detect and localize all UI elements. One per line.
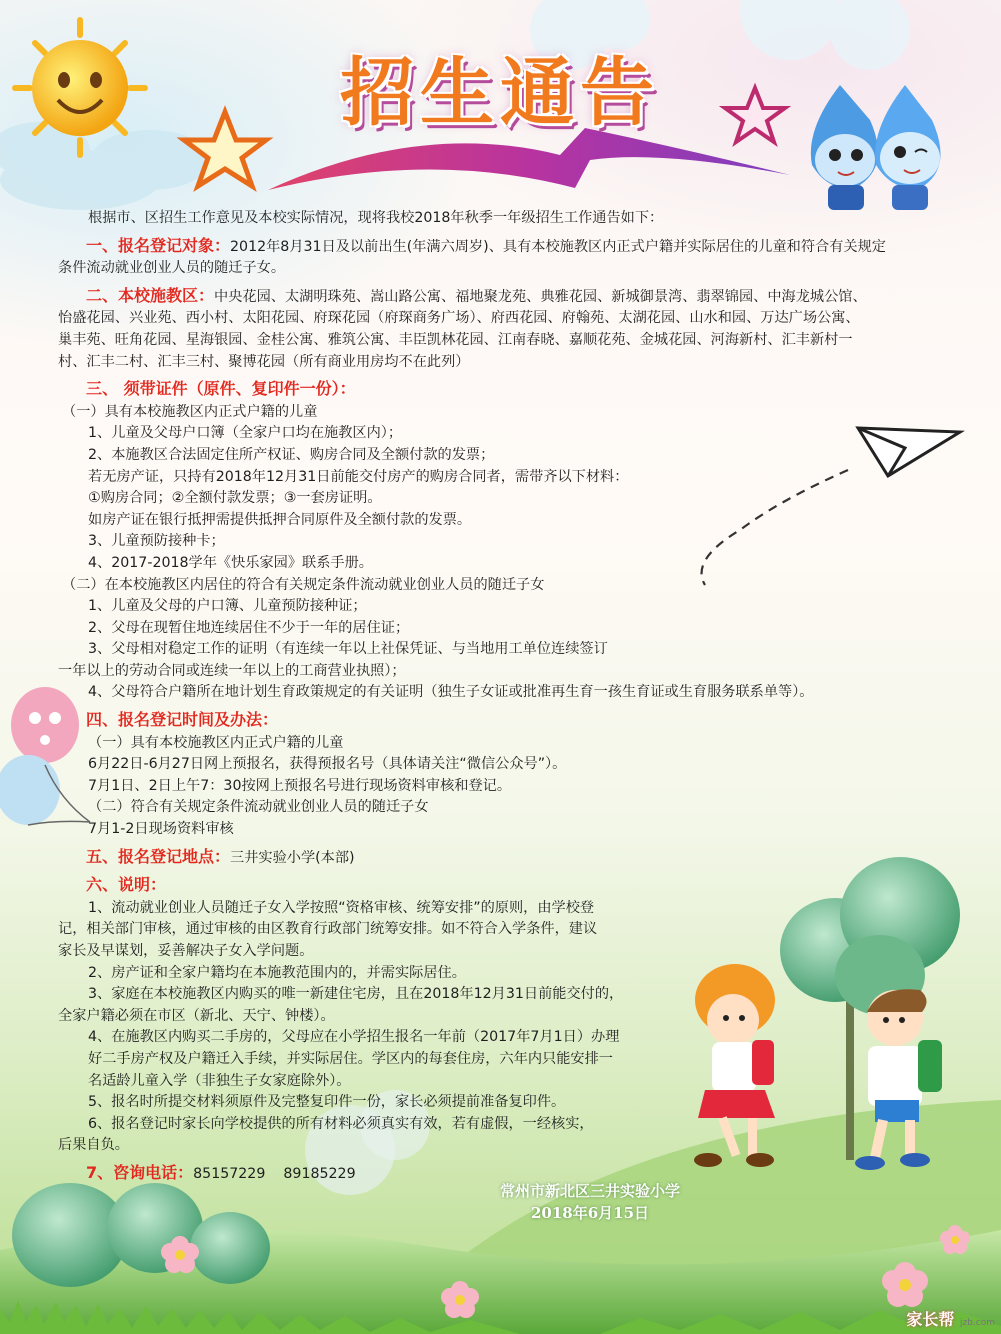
watermark-domain: jzb.com [959,1318,995,1328]
list-item: 2、房产证和全家户籍均在本施教范围内的，并需实际居住。 [88,964,466,981]
school-name: 常州市新北区三井实验小学 [499,1182,680,1200]
section-heading: 二、本校施教区： [86,285,215,305]
mascot-left [811,85,878,210]
list-item: 2、父母在现暂住地连续居住不少于一年的居住证； [88,619,410,636]
list-item: 家长及早谋划，妥善解决子女入学问题。 [58,943,314,959]
list-item: 6月22日-6月27日网上预报名，获得预报名号（具体请关注“微信公众号”）。 [88,756,567,773]
list-item: （二）符合有关规定条件流动就业创业人员的随迁子女 [88,799,429,816]
star-icon [725,88,785,142]
list-item: 7月1-2日现场资料审核 [88,821,234,838]
list-item: ①购房合同；②全额付款发票；③一套房证明。 [88,490,382,507]
section-heading: 五、报名登记地点： [86,846,231,866]
list-item: （一）具有本校施教区内正式户籍的儿童 [88,734,344,751]
list-item: 5、报名时所提交材料须原件及完整复印件一份，家长必须提前准备复印件。 [88,1094,566,1111]
list-item: （二）在本校施教区内居住的符合有关规定条件流动就业创业人员的随迁子女 [62,576,545,593]
page-title: 招生通告 [340,50,660,136]
list-item: 2、本施教区合法固定住所产权证、购房合同及全额付款的发票； [88,446,495,463]
list-item: 1、儿童及父母的户口簿、儿童预防接种证； [88,598,367,615]
list-item: 后果自负。 [58,1137,129,1154]
intro-text: 根据市、区招生工作意见及本校实际情况，现将我校2018年秋季一年级招生工作通告如下： [88,210,664,226]
section-3 [58,378,958,402]
watermark-text: 家长帮 [906,1310,955,1329]
list-item: （一）具有本校施教区内正式户籍的儿童 [62,403,318,420]
list-item: 一年以上的劳动合同或连续一年以上的工商营业执照）； [58,662,406,679]
list-item: 全家户籍必须在市区（新北、天宁、钟楼）。 [58,1007,335,1024]
list-item: 4、2017-2018学年《快乐家园》联系手册。 [88,554,373,571]
section-heading: 三、 须带证件（原件、复印件一份）： [86,379,356,399]
list-item: 4、父母符合户籍所在地计划生育政策规定的有关证明（独生子女证或批准再生育一孩生育证或生育服务联系单等）。 [88,684,814,701]
section-text: 中央花园、太湖明珠苑、嵩山路公寓、福地聚龙苑、典雅花园、新城御景湾、翡翠锦园、中海龙城公馆、 [214,288,867,305]
section-4 [58,709,958,733]
section-heading: 四、报名登记时间及办法： [86,710,279,730]
phone-numbers: 85157229 89185229 [193,1165,356,1182]
sun-icon [15,20,145,155]
list-item: 如房产证在银行抵押需提供抵押合同原件及全额付款的发票。 [88,511,472,528]
list-item: 记，相关部门审核，通过审核的由区教育行政部门统筹安排。如不符合入学条件，建议 [58,921,598,938]
section-1 [58,235,958,259]
section-heading: 7、咨询电话： [86,1162,194,1182]
list-item: 名适龄儿童入学（非独生子女家庭除外）。 [88,1072,351,1089]
section-heading: 六、说明： [86,875,167,895]
section-text: 2012年8月31日及以前出生(年满六周岁)、具有本校施教区内正式户籍并实际居住的儿童和符合有关规定 [230,238,886,255]
cloud-left [0,122,210,210]
list-item: 3、父母相对稳定工作的证明（有连续一年以上社保凭证、与当地用工单位连续签订 [88,641,608,658]
title-swoosh [268,128,790,190]
list-item: 4、在施教区内购买二手房的，父母应在小学招生报名一年前（2017年7月1日）办理 [88,1029,620,1046]
signature-block [470,1180,710,1224]
section-6 [58,874,958,898]
list-item: 7月1日、2日上午7：30按网上预报名号进行现场资料审核和登记。 [88,777,512,794]
watermark-logo [906,1307,995,1330]
section-text: 巢丰苑、旺角花园、星海银园、金桂公寓、雅筑公寓、丰臣凯林花园、江南春晓、嘉顺花苑、金城花园、河海新村、汇丰新村一 [58,331,853,348]
section-text: 村、汇丰二村、汇丰三村、聚博花园（所有商业用房均不在此列） [58,353,470,370]
section-text: 怡盛花园、兴业苑、西小村、太阳花园、府琛花园（府琛商务广场）、府西花园、府翰苑、太湖花园、山水和园、万达广场公寓、 [58,310,860,327]
section-2 [58,285,958,309]
notice-date: 2018年6月15日 [530,1204,650,1222]
section-text: 三井实验小学(本部) [230,849,355,866]
list-item: 3、儿童预防接种卡； [88,533,225,550]
notice-body [58,208,958,1186]
list-item: 3、家庭在本校施教区内购买的唯一新建住宅房，且在2018年12月31日前能交付的， [88,986,624,1003]
list-item: 1、儿童及父母户口簿（全家户口均在施教区内）； [88,425,403,442]
section-5 [58,846,958,870]
list-item: 若无房产证，只持有2018年12月31日前能交付房产的购房合同者，需带齐以下材料： [88,468,629,485]
list-item: 1、流动就业创业人员随迁子女入学按照“资格审核、统筹安排”的原则，由学校登 [88,899,595,916]
section-heading: 一、报名登记对象： [86,235,231,255]
mascot-right [875,85,940,210]
list-item: 6、报名登记时家长向学校提供的所有材料必须真实有效，若有虚假，一经核实， [88,1115,594,1132]
list-item: 好二手房产权及户籍迁入手续，并实际居住。学区内的每套住房，六年内只能安排一 [88,1050,613,1067]
section-text: 条件流动就业创业人员的随迁子女。 [58,260,286,277]
